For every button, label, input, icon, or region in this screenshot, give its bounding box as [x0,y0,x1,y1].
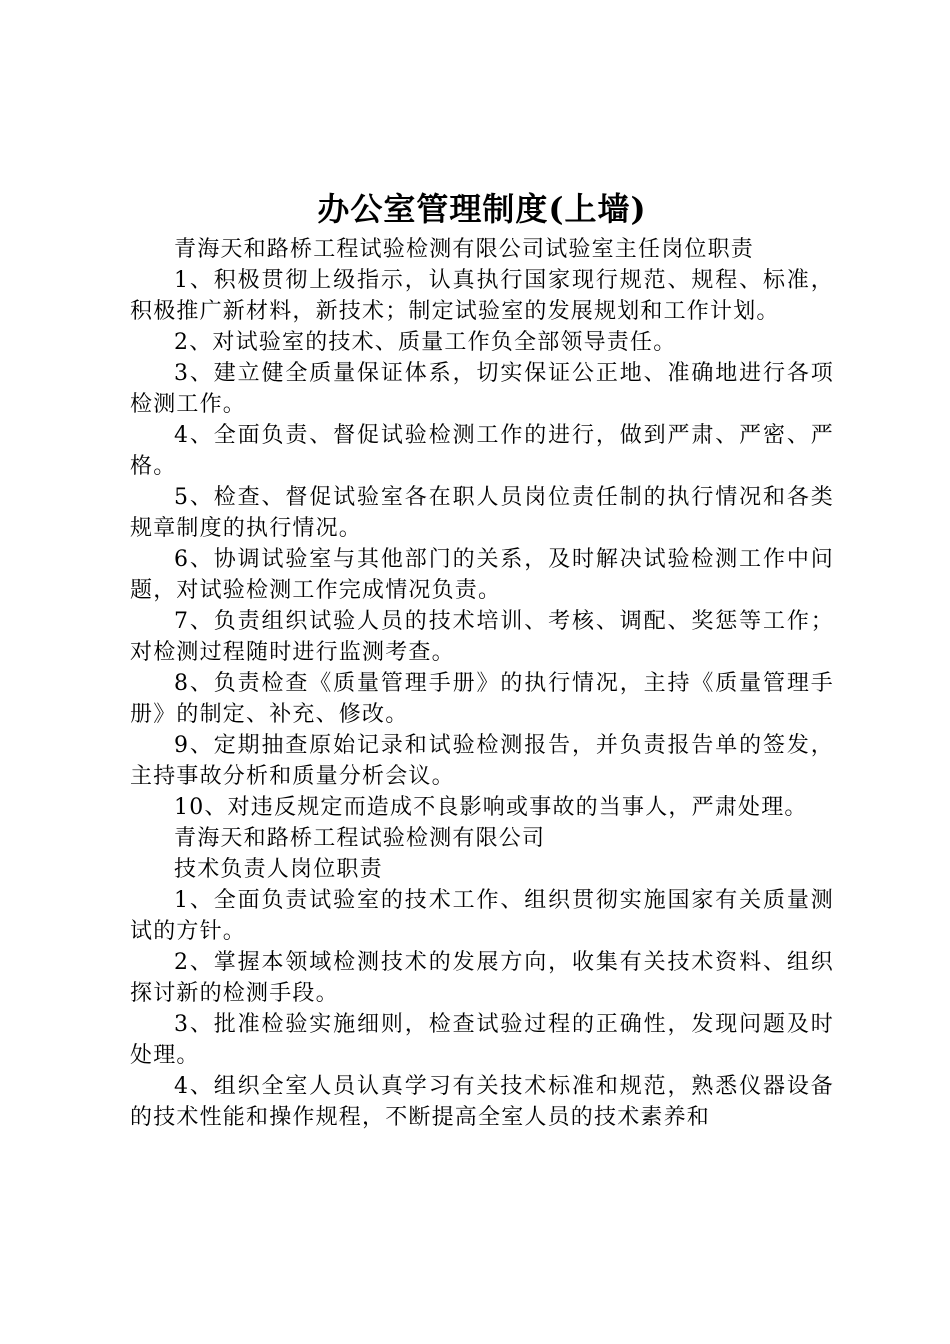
director-duty-6: 6、协调试验室与其他部门的关系，及时解决试验检测工作中问题，对试验检测工作完成情况负责。 [130,547,834,603]
intro-heading-director: 青海天和路桥工程试验检测有限公司试验室主任岗位职责 [174,237,755,262]
director-duty-10: 10、对违反规定而造成不良影响或事故的当事人，严肃处理。 [174,795,808,820]
director-duty-7: 7、负责组织试验人员的技术培训、考核、调配、奖惩等工作；对检测过程随时进行监测考查。 [130,609,834,665]
tech-duty-3: 3、批准检验实施细则，检查试验过程的正确性，发现问题及时处理。 [130,1012,834,1068]
director-duty-1: 1、积极贯彻上级指示，认真执行国家现行规范、规程、标准，积极推广新材料，新技术；制定试验室的发展规划和工作计划。 [130,268,834,324]
tech-duty-2: 2、掌握本领域检测技术的发展方向，收集有关技术资料、组织探讨新的检测手段。 [130,950,834,1006]
director-duty-5: 5、检查、督促试验室各在职人员岗位责任制的执行情况和各类规章制度的执行情况。 [130,485,834,541]
document-page [130,186,834,1133]
document-title: 办公室管理制度(上墙) [317,190,647,228]
tech-duty-4: 4、组织全室人员认真学习有关技术标准和规范，熟悉仪器设备的技术性能和操作规程，不断提高全室人员的技术素养和 [130,1074,834,1130]
company-name: 青海天和路桥工程试验检测有限公司 [174,826,546,851]
section-heading-technical-lead: 技术负责人岗位职责 [174,857,383,882]
document-body [130,234,834,1133]
director-duty-4: 4、全面负责、督促试验检测工作的进行，做到严肃、严密、严格。 [130,423,834,479]
director-duty-3: 3、建立健全质量保证体系，切实保证公正地、准确地进行各项检测工作。 [130,361,834,417]
tech-duty-1: 1、全面负责试验室的技术工作、组织贯彻实施国家有关质量测试的方针。 [130,888,834,944]
director-duty-9: 9、定期抽查原始记录和试验检测报告，并负责报告单的签发，主持事故分析和质量分析会议。 [130,733,834,789]
director-duty-8: 8、负责检查《质量管理手册》的执行情况，主持《质量管理手册》的制定、补充、修改。 [130,671,834,727]
director-duty-2: 2、对试验室的技术、质量工作负全部领导责任。 [174,330,677,355]
